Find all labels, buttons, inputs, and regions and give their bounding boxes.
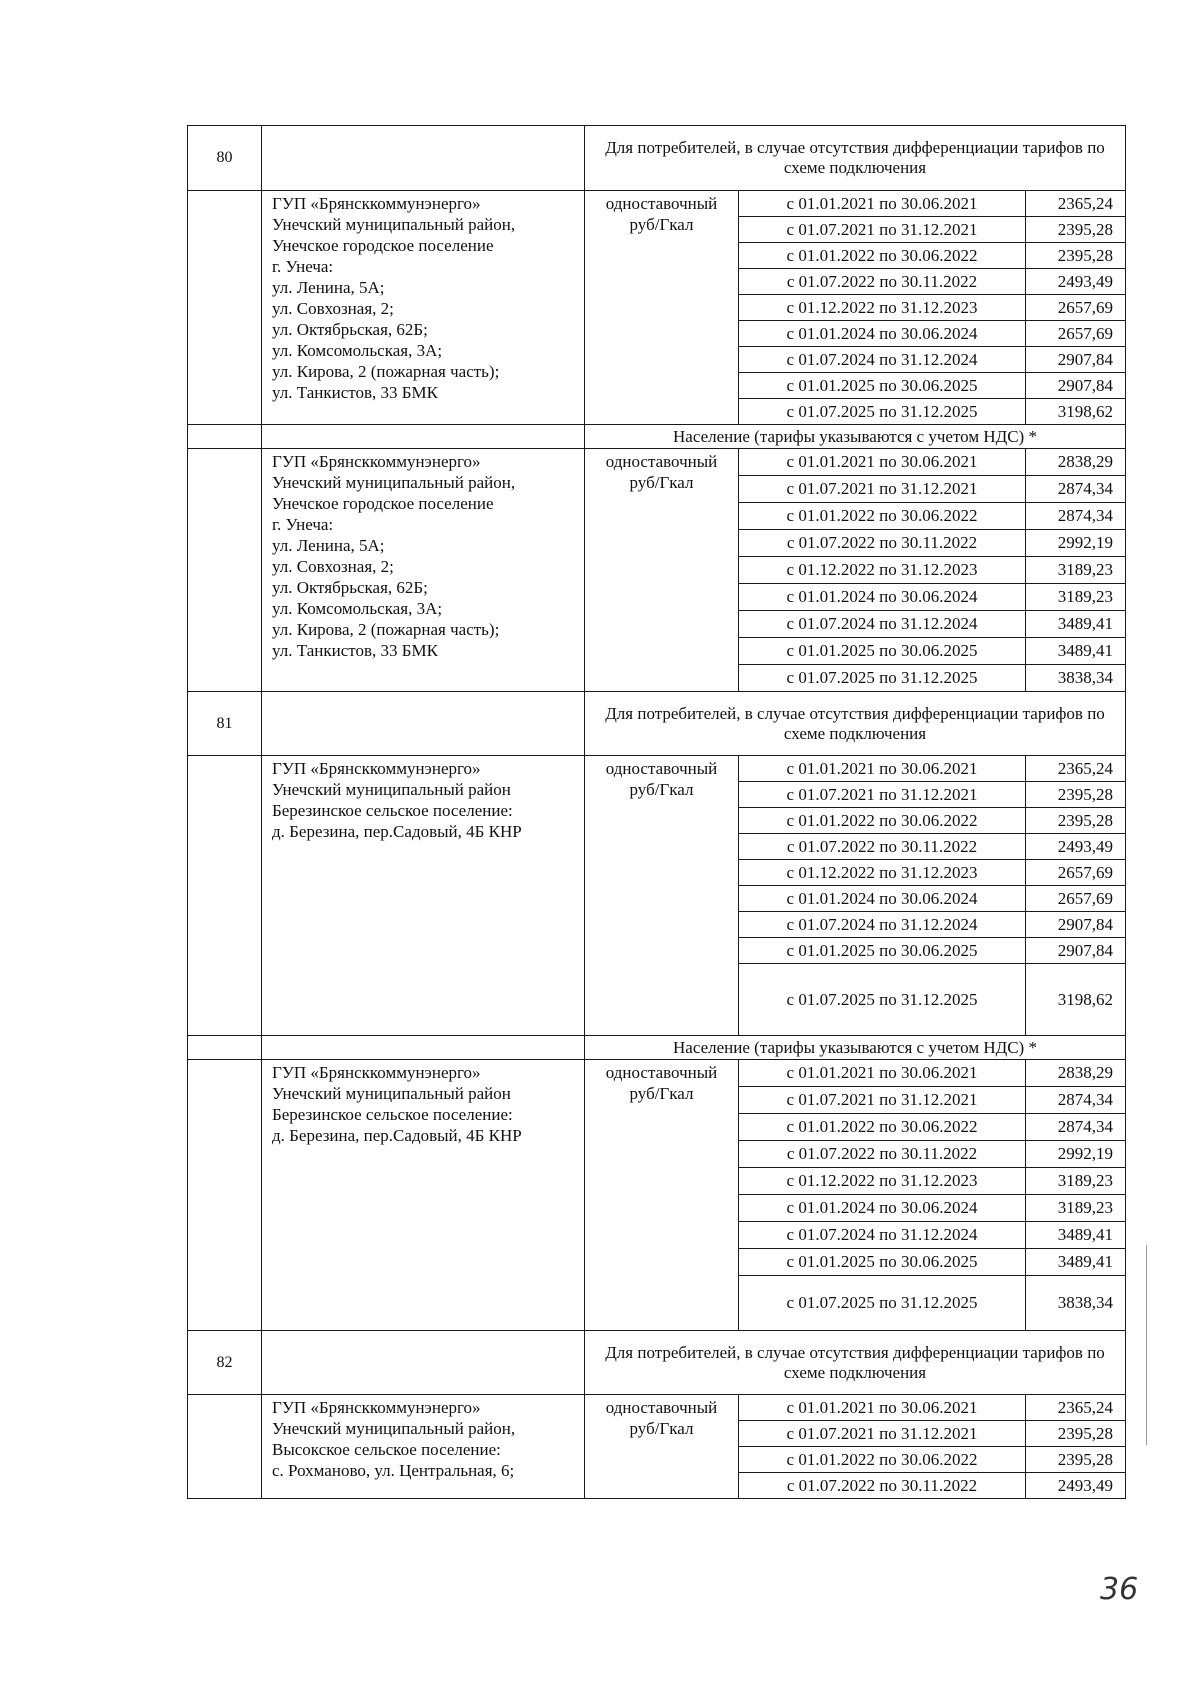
tariff-table <box>187 125 1126 1499</box>
org-line: Унечский муниципальный район, <box>272 215 516 234</box>
rate-type-cell <box>585 191 739 425</box>
tariff-row <box>188 191 1126 217</box>
period-cell: с 01.01.2024 по 30.06.2024 <box>739 886 1026 912</box>
section-number: 81 <box>188 692 262 756</box>
tariff-value: 3489,41 <box>1026 611 1126 638</box>
blank-cell <box>188 756 262 1036</box>
group-header: Для потребителей, в случае отсутствия дифференциации тарифов по схеме подключения <box>585 126 1126 191</box>
org-line: ул. Комсомольская, 3А; <box>272 341 443 360</box>
tariff-value: 2657,69 <box>1026 886 1126 912</box>
tariff-value: 3189,23 <box>1026 557 1126 584</box>
org-line: Унечский муниципальный район, <box>272 1419 516 1438</box>
tariff-value: 2992,19 <box>1026 530 1126 557</box>
tariff-row <box>188 1060 1126 1087</box>
org-line: Березинское сельское поселение: <box>272 801 513 820</box>
period-cell: с 01.07.2021 по 31.12.2021 <box>739 476 1026 503</box>
org-line: ул. Совхозная, 2; <box>272 299 394 318</box>
group-header: Для потребителей, в случае отсутствия дифференциации тарифов по схеме подключения <box>585 692 1126 756</box>
org-line: ул. Комсомольская, 3А; <box>272 599 443 618</box>
tariff-value: 3189,23 <box>1026 584 1126 611</box>
period-cell: с 01.07.2021 по 31.12.2021 <box>739 217 1026 243</box>
org-line: д. Березина, пер.Садовый, 4Б КНР <box>272 822 522 841</box>
tariff-value: 2838,29 <box>1026 1060 1126 1087</box>
organization-cell <box>262 756 585 1036</box>
rate-unit: руб/Гкал <box>629 780 694 799</box>
period-cell: с 01.01.2021 по 30.06.2021 <box>739 1395 1026 1421</box>
rate-type: одноставочный <box>605 759 718 778</box>
period-cell: с 01.01.2022 по 30.06.2022 <box>739 1447 1026 1473</box>
rate-unit: руб/Гкал <box>629 1419 694 1438</box>
org-line: Березинское сельское поселение: <box>272 1105 513 1124</box>
rate-type: одноставочный <box>605 1398 718 1417</box>
period-cell: с 01.01.2021 по 30.06.2021 <box>739 449 1026 476</box>
blank-cell <box>188 191 262 425</box>
period-cell: с 01.01.2021 по 30.06.2021 <box>739 1060 1026 1087</box>
tariff-value: 2395,28 <box>1026 243 1126 269</box>
period-cell: с 01.07.2022 по 30.11.2022 <box>739 1141 1026 1168</box>
scan-artifact <box>1146 1245 1147 1445</box>
tariff-value: 2874,34 <box>1026 503 1126 530</box>
tariff-value: 2907,84 <box>1026 938 1126 964</box>
tariff-value: 2838,29 <box>1026 449 1126 476</box>
group-header: Население (тарифы указываются с учетом НДС) * <box>585 425 1126 449</box>
tariff-value: 3489,41 <box>1026 638 1126 665</box>
tariff-value: 2395,28 <box>1026 217 1126 243</box>
period-cell: с 01.07.2025 по 31.12.2025 <box>739 964 1026 1036</box>
org-line: ул. Кирова, 2 (пожарная часть); <box>272 362 500 381</box>
period-cell: с 01.12.2022 по 31.12.2023 <box>739 1168 1026 1195</box>
org-line: Унечское городское поселение <box>272 236 494 255</box>
period-cell: с 01.01.2022 по 30.06.2022 <box>739 1114 1026 1141</box>
tariff-value: 2365,24 <box>1026 191 1126 217</box>
tariff-value: 2395,28 <box>1026 808 1126 834</box>
org-line: ГУП «Брянсккоммунэнерго» <box>272 1063 481 1082</box>
tariff-value: 2493,49 <box>1026 1473 1126 1499</box>
period-cell: с 01.07.2024 по 31.12.2024 <box>739 611 1026 638</box>
blank-cell <box>188 1395 262 1499</box>
period-cell: с 01.01.2025 по 30.06.2025 <box>739 373 1026 399</box>
org-line: ул. Танкистов, 33 БМК <box>272 641 438 660</box>
blank-cell <box>262 1331 585 1395</box>
tariff-value: 3198,62 <box>1026 399 1126 425</box>
org-line: ул. Совхозная, 2; <box>272 557 394 576</box>
section-number: 80 <box>188 126 262 191</box>
period-cell: с 01.01.2024 по 30.06.2024 <box>739 321 1026 347</box>
period-cell: с 01.07.2022 по 30.11.2022 <box>739 1473 1026 1499</box>
tariff-value: 2365,24 <box>1026 1395 1126 1421</box>
org-line: ул. Ленина, 5А; <box>272 536 385 555</box>
period-cell: с 01.01.2024 по 30.06.2024 <box>739 1195 1026 1222</box>
tariff-row <box>188 449 1126 476</box>
tariff-value: 3838,34 <box>1026 665 1126 692</box>
period-cell: с 01.07.2022 по 30.11.2022 <box>739 530 1026 557</box>
tariff-value: 2992,19 <box>1026 1141 1126 1168</box>
tariff-value: 2395,28 <box>1026 1421 1126 1447</box>
organization-cell <box>262 191 585 425</box>
org-line: ГУП «Брянсккоммунэнерго» <box>272 194 481 213</box>
period-cell: с 01.12.2022 по 31.12.2023 <box>739 860 1026 886</box>
tariff-value: 3489,41 <box>1026 1222 1126 1249</box>
period-cell: с 01.12.2022 по 31.12.2023 <box>739 557 1026 584</box>
blank-cell <box>188 1060 262 1331</box>
group-header: Для потребителей, в случае отсутствия дифференциации тарифов по схеме подключения <box>585 1331 1126 1395</box>
group-header-row <box>188 425 1126 449</box>
rate-unit: руб/Гкал <box>629 215 694 234</box>
rate-type-cell <box>585 449 739 692</box>
org-line: Унечский муниципальный район, <box>272 473 516 492</box>
group-header-row <box>188 1036 1126 1060</box>
tariff-value: 2874,34 <box>1026 1114 1126 1141</box>
tariff-value: 2395,28 <box>1026 782 1126 808</box>
org-line: ГУП «Брянсккоммунэнерго» <box>272 452 481 471</box>
tariff-value: 3198,62 <box>1026 964 1126 1036</box>
rate-type: одноставочный <box>605 1063 718 1082</box>
org-line: Унечский муниципальный район <box>272 780 511 799</box>
tariff-value: 2657,69 <box>1026 860 1126 886</box>
period-cell: с 01.01.2021 по 30.06.2021 <box>739 756 1026 782</box>
period-cell: с 01.07.2024 по 31.12.2024 <box>739 347 1026 373</box>
tariff-value: 3838,34 <box>1026 1276 1126 1331</box>
group-header: Население (тарифы указываются с учетом НДС) * <box>585 1036 1126 1060</box>
period-cell: с 01.01.2025 по 30.06.2025 <box>739 638 1026 665</box>
period-cell: с 01.01.2022 по 30.06.2022 <box>739 503 1026 530</box>
page-number: 36 <box>1100 1572 1139 1607</box>
org-line: ГУП «Брянсккоммунэнерго» <box>272 1398 481 1417</box>
organization-cell <box>262 1395 585 1499</box>
tariff-value: 2907,84 <box>1026 347 1126 373</box>
period-cell: с 01.07.2021 по 31.12.2021 <box>739 1421 1026 1447</box>
section-number: 82 <box>188 1331 262 1395</box>
org-line: ул. Ленина, 5А; <box>272 278 385 297</box>
section-header-row <box>188 692 1126 756</box>
tariff-value: 2907,84 <box>1026 912 1126 938</box>
period-cell: с 01.12.2022 по 31.12.2023 <box>739 295 1026 321</box>
rate-type: одноставочный <box>605 452 718 471</box>
blank-cell <box>188 1036 262 1060</box>
tariff-value: 2874,34 <box>1026 476 1126 503</box>
period-cell: с 01.07.2021 по 31.12.2021 <box>739 1087 1026 1114</box>
period-cell: с 01.01.2025 по 30.06.2025 <box>739 938 1026 964</box>
rate-unit: руб/Гкал <box>629 1084 694 1103</box>
section-header-row <box>188 1331 1126 1395</box>
org-line: ул. Октябрьская, 62Б; <box>272 320 428 339</box>
org-line: ГУП «Брянсккоммунэнерго» <box>272 759 481 778</box>
blank-cell <box>188 425 262 449</box>
org-line: ул. Октябрьская, 62Б; <box>272 578 428 597</box>
period-cell: с 01.07.2025 по 31.12.2025 <box>739 399 1026 425</box>
org-line: г. Унеча: <box>272 515 334 534</box>
period-cell: с 01.07.2024 по 31.12.2024 <box>739 1222 1026 1249</box>
rate-type-cell <box>585 756 739 1036</box>
period-cell: с 01.07.2025 по 31.12.2025 <box>739 1276 1026 1331</box>
period-cell: с 01.07.2024 по 31.12.2024 <box>739 912 1026 938</box>
period-cell: с 01.01.2022 по 30.06.2022 <box>739 808 1026 834</box>
blank-cell <box>188 449 262 692</box>
period-cell: с 01.01.2021 по 30.06.2021 <box>739 191 1026 217</box>
blank-cell <box>262 126 585 191</box>
tariff-row <box>188 756 1126 782</box>
org-line: Унечское городское поселение <box>272 494 494 513</box>
blank-cell <box>262 1036 585 1060</box>
tariff-value: 2365,24 <box>1026 756 1126 782</box>
org-line: д. Березина, пер.Садовый, 4Б КНР <box>272 1126 522 1145</box>
rate-type-cell <box>585 1060 739 1331</box>
rate-type: одноставочный <box>605 194 718 213</box>
period-cell: с 01.07.2022 по 30.11.2022 <box>739 269 1026 295</box>
organization-cell <box>262 1060 585 1331</box>
tariff-value: 2874,34 <box>1026 1087 1126 1114</box>
org-line: Унечский муниципальный район <box>272 1084 511 1103</box>
period-cell: с 01.07.2021 по 31.12.2021 <box>739 782 1026 808</box>
period-cell: с 01.01.2022 по 30.06.2022 <box>739 243 1026 269</box>
blank-cell <box>262 692 585 756</box>
tariff-value: 3489,41 <box>1026 1249 1126 1276</box>
org-line: ул. Кирова, 2 (пожарная часть); <box>272 620 500 639</box>
tariff-value: 2493,49 <box>1026 269 1126 295</box>
period-cell: с 01.01.2025 по 30.06.2025 <box>739 1249 1026 1276</box>
tariff-row <box>188 1395 1126 1421</box>
tariff-value: 2907,84 <box>1026 373 1126 399</box>
org-line: с. Рохманово, ул. Центральная, 6; <box>272 1461 515 1480</box>
tariff-value: 2657,69 <box>1026 295 1126 321</box>
blank-cell <box>262 425 585 449</box>
tariff-value: 3189,23 <box>1026 1168 1126 1195</box>
period-cell: с 01.01.2024 по 30.06.2024 <box>739 584 1026 611</box>
section-header-row <box>188 126 1126 191</box>
org-line: г. Унеча: <box>272 257 334 276</box>
tariff-value: 2493,49 <box>1026 834 1126 860</box>
tariff-value: 2657,69 <box>1026 321 1126 347</box>
period-cell: с 01.07.2025 по 31.12.2025 <box>739 665 1026 692</box>
org-line: Высокское сельское поселение: <box>272 1440 501 1459</box>
org-line: ул. Танкистов, 33 БМК <box>272 383 438 402</box>
tariff-value: 2395,28 <box>1026 1447 1126 1473</box>
period-cell: с 01.07.2022 по 30.11.2022 <box>739 834 1026 860</box>
rate-type-cell <box>585 1395 739 1499</box>
organization-cell <box>262 449 585 692</box>
rate-unit: руб/Гкал <box>629 473 694 492</box>
tariff-value: 3189,23 <box>1026 1195 1126 1222</box>
